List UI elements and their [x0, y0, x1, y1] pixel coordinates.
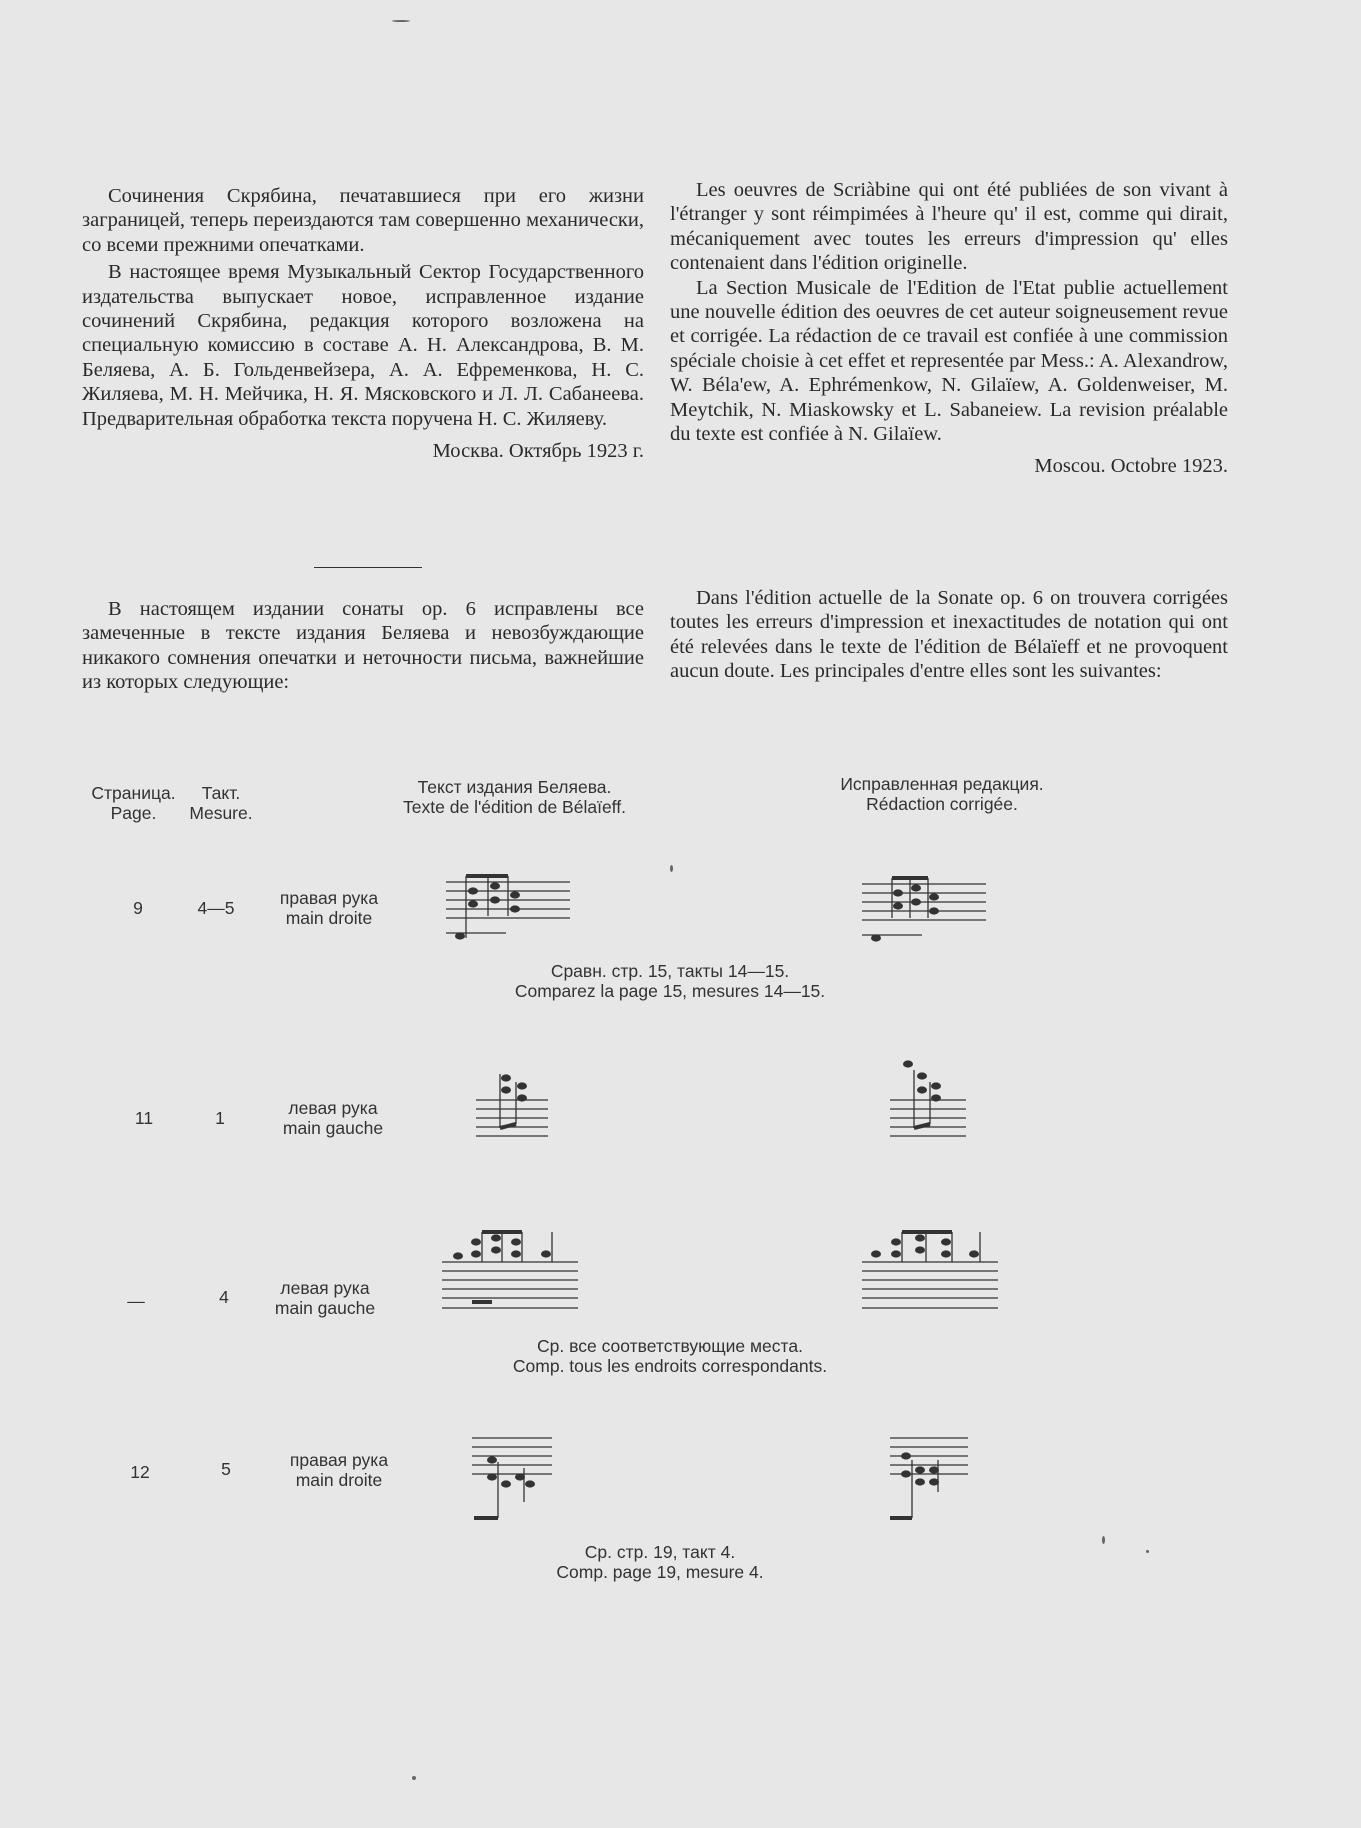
- errata-intro-fr: [670, 586, 1228, 684]
- note-head: [501, 1074, 511, 1081]
- errata-intro-fr-text: Dans l'édition actuelle de la Sonate op. 6 on trouvera corrigées toutes les erreurs d'impression et inexactitudes de notation qui ont été relevées dans le texte de l'édition de Bélaïeff et ne provoquent aucun doute. Les principales d'entre elles sont les suivantes:: [670, 587, 1228, 683]
- errata-intro-ru: [82, 597, 644, 695]
- row2-page: 11: [134, 1108, 154, 1128]
- note-head: [517, 1082, 527, 1089]
- row4-hand-fr: main droite: [295, 1470, 383, 1490]
- note-head: [917, 1086, 927, 1093]
- row1-note-ru: Сравн. стр. 15, такты 14—15.: [550, 961, 790, 981]
- header-corrected-fr: Rédaction corrigée.: [866, 794, 1018, 814]
- row1-hand-ru: правая рука: [279, 888, 379, 908]
- note-head: [871, 1250, 881, 1257]
- note-head: [969, 1250, 979, 1257]
- row3-corrected-notation: [862, 1224, 1002, 1320]
- preface-ru-signature: Москва. Октябрь 1923 г.: [432, 440, 644, 463]
- header-old-text-fr: Texte de l'édition de Bélaïeff.: [403, 797, 626, 817]
- scan-speck: [1102, 1536, 1105, 1544]
- note-head: [915, 1466, 925, 1473]
- header-old-text-ru: Текст издания Беляева.: [417, 777, 612, 797]
- note-head: [931, 1082, 941, 1089]
- staff-lines: [890, 1100, 966, 1136]
- row2-hand: [258, 1098, 408, 1138]
- note-head: [517, 1094, 527, 1101]
- note-head: [490, 896, 500, 903]
- section-divider: [314, 567, 422, 568]
- note-head: [929, 1466, 939, 1473]
- row4-note: [460, 1542, 860, 1582]
- staff-lines: [862, 884, 986, 935]
- note-head: [929, 1478, 939, 1485]
- note-head: [487, 1456, 497, 1463]
- row1-page: 9: [133, 898, 143, 918]
- scan-speck: [1146, 1550, 1149, 1553]
- row2-original-notation: [476, 1068, 552, 1144]
- preface-fr-signature: Moscou. Octobre 1923.: [1034, 455, 1228, 478]
- note-head: [901, 1470, 911, 1477]
- row3-measure: 4: [219, 1287, 229, 1307]
- row4-hand-ru: правая рука: [289, 1450, 389, 1470]
- row4-hand: [264, 1450, 414, 1490]
- row4-corrected-notation: [890, 1430, 972, 1522]
- row1-measure: 4—5: [197, 898, 235, 918]
- note-head: [510, 905, 520, 912]
- preface-fr-paragraph-1: Les oeuvres de Scriàbine qui ont été publiées de son vivant à l'étranger y sont réimpimées à l'heure qu' il est, comme qui dirait, mécaniquement avec toutes les erreurs d'impression qu' elles contenaient dans l'édition originelle.: [670, 179, 1228, 275]
- errata-intro-ru-text: В настоящем издании сонаты ор. 6 исправлены все замеченные в тексте издания Беляева и невозбуждающие никакого сомнения опечатки и неточности письма, важнейшие из которых следующие:: [82, 598, 644, 694]
- staff-lines: [442, 1262, 578, 1308]
- header-page: [86, 783, 181, 823]
- row1-corrected-notation: [862, 870, 990, 950]
- note-head: [915, 1478, 925, 1485]
- note-head: [941, 1238, 951, 1245]
- row3-note-ru: Ср. все соответствующие места.: [537, 1336, 803, 1356]
- note-head: [511, 1250, 521, 1257]
- row2-measure: 1: [215, 1108, 225, 1128]
- note-head: [490, 882, 500, 889]
- note-head: [893, 889, 903, 896]
- row1-original-notation: [446, 868, 574, 948]
- row3-original-notation: [442, 1224, 582, 1320]
- preface-fr: [670, 178, 1228, 479]
- row1-hand: [254, 888, 404, 928]
- note-head: [541, 1250, 551, 1257]
- row2-hand-fr: main gauche: [282, 1118, 384, 1138]
- staff-lines: [476, 1100, 548, 1136]
- header-measure: [181, 783, 261, 823]
- staff-lines: [472, 1438, 552, 1474]
- row4-original-notation: [472, 1432, 556, 1524]
- row1-note: [470, 961, 870, 1001]
- preface-ru: [82, 184, 644, 463]
- note-head: [911, 898, 921, 905]
- note-head: [525, 1480, 535, 1487]
- row3-note: [470, 1336, 870, 1376]
- note-head: [491, 1246, 501, 1253]
- note-head: [468, 887, 478, 894]
- header-corrected-ru: Исправленная редакция.: [840, 774, 1044, 794]
- preface-ru-paragraph-2: В настоящее время Музыкальный Сектор Государственного издательства выпускает новое, исправленное издание сочинений Скрябина, редакция которого возложена на специальную комиссию в составе А. Н. Александрова, В. М. Беляева, А. Б. Гольденвейзера, А. А. Ефременкова, Н. С. Жиляева, М. Н. Мейчика, Н. Я. Мясковского и Л. Л. Сабанеева. Предварительная обработка текста поручена Н. С. Жиляеву.: [82, 261, 644, 430]
- row4-note-fr: Comp. page 19, mesure 4.: [556, 1562, 764, 1582]
- row4-note-ru: Ср. стр. 19, такт 4.: [584, 1542, 736, 1562]
- note-head: [891, 1238, 901, 1245]
- note-head: [901, 1452, 911, 1459]
- note-head: [931, 1094, 941, 1101]
- note-head: [453, 1252, 463, 1259]
- header-page-fr: Page.: [110, 803, 157, 823]
- note-head: [491, 1234, 501, 1241]
- note-head: [917, 1072, 927, 1079]
- header-old-text: [352, 777, 677, 817]
- note-head: [929, 907, 939, 914]
- row3-page: —: [127, 1291, 145, 1311]
- row4-page: 12: [130, 1462, 150, 1482]
- note-head: [915, 1234, 925, 1241]
- note-head: [455, 932, 465, 939]
- note-head: [468, 900, 478, 907]
- note-head: [501, 1086, 511, 1093]
- note-head: [501, 1480, 511, 1487]
- row1-note-fr: Comparez la page 15, mesures 14—15.: [514, 981, 826, 1001]
- note-head: [915, 1246, 925, 1253]
- note-head: [487, 1473, 497, 1480]
- row3-note-fr: Comp. tous les endroits correspondants.: [512, 1356, 828, 1376]
- note-head: [911, 884, 921, 891]
- header-measure-ru: Такт.: [201, 783, 241, 803]
- note-head: [871, 934, 881, 941]
- preface-fr-paragraph-2: La Section Musicale de l'Edition de l'Etat publie actuellement une nouvelle édition des oeuvres de cet auteur soigneusement revue et corrigée. La rédaction de ce travail est confiée à une commission spéciale choisie à cet effet et representée par Mess.: A. Alexandrow, W. Béla'ew, A. Ephrémenkow, N. Gilaïew, A. Goldenweiser, M. Meytchik, N. Miaskowsky et L. Sabaneiew. La revision préalable du texte est confiée à N. Gilaïew.: [670, 276, 1228, 446]
- note-head: [510, 891, 520, 898]
- row3-hand: [245, 1278, 405, 1318]
- header-corrected: [792, 774, 1092, 814]
- row1-hand-fr: main droite: [285, 908, 373, 928]
- header-page-ru: Страница.: [91, 783, 176, 803]
- note-head: [471, 1238, 481, 1245]
- row4-measure: 5: [221, 1459, 231, 1479]
- note-head: [515, 1473, 525, 1480]
- note-head: [929, 893, 939, 900]
- header-measure-fr: Mesure.: [189, 803, 253, 823]
- row2-corrected-notation: [890, 1056, 970, 1146]
- note-head: [511, 1238, 521, 1245]
- note-head: [891, 1250, 901, 1257]
- note-head: [941, 1250, 951, 1257]
- row2-hand-ru: левая рука: [288, 1098, 378, 1118]
- row3-hand-fr: main gauche: [274, 1298, 376, 1318]
- staff-lines: [862, 1262, 998, 1308]
- scan-speck: [412, 1776, 416, 1780]
- scan-speck: [392, 20, 410, 22]
- note-head: [893, 902, 903, 909]
- row3-hand-ru: левая рука: [280, 1278, 370, 1298]
- scan-speck: [670, 865, 673, 872]
- note-head: [471, 1250, 481, 1257]
- note-head: [903, 1060, 913, 1067]
- preface-ru-paragraph-1: Сочинения Скрябина, печатавшиеся при его жизни заграницей, теперь переиздаются там совершенно механически, со всеми прежними опечатками.: [82, 185, 644, 256]
